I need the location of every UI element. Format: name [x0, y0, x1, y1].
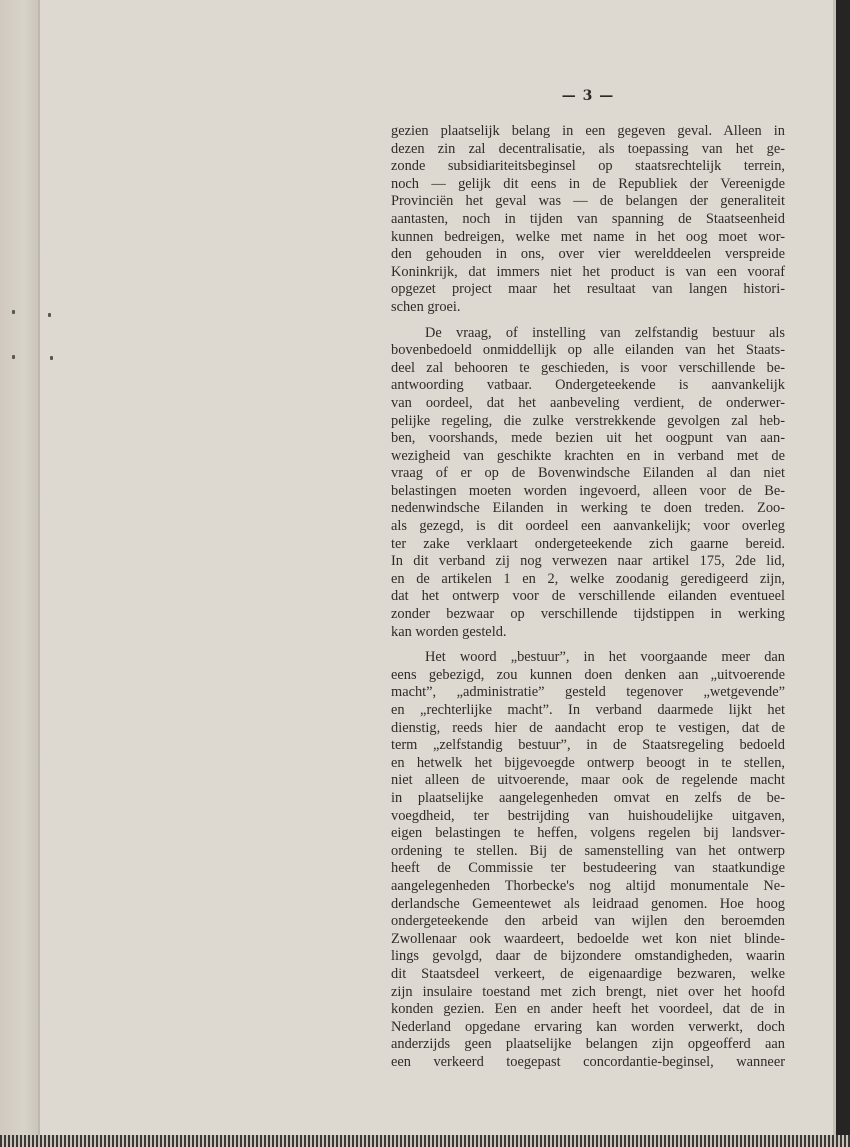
- text-line: in plaatselijke aangelegenheden omvat en zelfs de be-: [391, 789, 785, 806]
- binding-fold: [38, 0, 40, 1147]
- text-line: een verkeerd toegepast concordantie-beginsel, wanneer: [391, 1053, 785, 1070]
- text-line: kan worden gesteld.: [391, 623, 507, 640]
- text-line: De vraag, of instelling van zelfstandig bestuur als: [425, 324, 785, 341]
- text-line: Nederland opgedane ervaring kan worden verwerkt, doch: [391, 1018, 785, 1035]
- text-line: wezigheid van geschikte krachten en in verband met de: [391, 447, 785, 464]
- text-line: dat het ontwerp voor de verschillende eilanden eventueel: [391, 588, 785, 605]
- text-line: anderzijds geen plaatselijke belangen zijn opgeofferd aan: [391, 1036, 785, 1053]
- text-line: Provinciën het geval was — de belangen der generaliteit: [391, 193, 785, 210]
- text-line: zonde subsidiariteitsbeginsel op staatsrechtelijk terrein,: [391, 158, 785, 175]
- text-line: en de artikelen 1 en 2, welke zoodanig geredigeerd zijn,: [391, 570, 785, 587]
- text-line: heeft de Commissie ter bestudeering van staatkundige: [391, 860, 785, 877]
- text-line: zijn insulaire toestand met zich brengt, niet over het hoofd: [391, 983, 785, 1000]
- text-line: In dit verband zij nog verwezen naar artikel 175, 2de lid,: [391, 553, 785, 570]
- paragraph-2: [391, 325, 785, 642]
- text-line: vraag of er op de Bovenwindsche Eilanden al dan niet: [391, 465, 785, 482]
- text-line: ondergeteekende den arbeid van wijlen den beroemden: [391, 913, 785, 930]
- text-line: derlandsche Gemeentewet als leidraad genomen. Hoe hoog: [391, 895, 785, 912]
- text-line: gezien plaatselijk belang in een gegeven geval. Alleen in: [391, 123, 785, 139]
- text-line: ben, voorshands, mede bezien uit het oogpunt van aan-: [391, 430, 785, 447]
- left-margin: [0, 0, 40, 1147]
- text-line: belastingen moeten worden ingevoerd, alleen voor de Be-: [391, 482, 785, 499]
- text-line: ter zake verklaart ondergeteekende zich gaarne bereid.: [391, 535, 785, 552]
- text-line: als gezegd, is dit oordeel een aanvankelijk; voor overleg: [391, 518, 785, 535]
- text-line: en „rechterlijke macht”. In verband daarmede lijkt het: [391, 702, 785, 718]
- text-line: zonder bezwaar op verschillende tijdstippen in werking: [391, 606, 785, 623]
- text-line: aangelegenheden Thorbecke's nog altijd monumentale Ne-: [391, 877, 785, 894]
- text-line: dienstig, reeds hier de aandacht erop te vestigen, dat de: [391, 719, 785, 736]
- paragraph-3: [391, 649, 785, 1071]
- text-line: lings gevolgd, daar de bijzondere omstandigheden, waarin: [391, 948, 785, 965]
- text-line: konden gezien. Een en ander heeft het voordeel, dat de in: [391, 1001, 785, 1018]
- text-line: noch — gelijk dit eens in de Republiek der Vereenigde: [391, 175, 785, 192]
- text-line: aantasten, noch in tijden van spanning de Staatseenheid: [391, 210, 785, 227]
- text-line: dezen zin zal decentralisatie, als toepassing van het ge-: [391, 140, 785, 157]
- text-line: pelijke regeling, die zulke verstrekkende gevolgen zal heb-: [391, 412, 785, 429]
- text-line: bovenbedoeld onmiddellijk op alle eilanden van het Staats-: [391, 342, 785, 359]
- text-line: antwoording vatbaar. Ondergeteekende is aanvankelijk: [391, 377, 785, 394]
- page-number: — 3 —: [561, 88, 615, 104]
- text-line: en hetwelk het bijgevoegde ontwerp beoogt in te stellen,: [391, 754, 785, 771]
- text-line: eens gebezigd, zou kunnen doen denken aan „uitvoerende: [391, 666, 785, 683]
- text-line: opgezet project maar het resultaat van langen histori-: [391, 281, 785, 298]
- text-line: niet alleen de uitvoerende, maar ook de regelende macht: [391, 772, 785, 789]
- text-line: Koninkrijk, dat immers niet het product is van een vooraf: [391, 263, 785, 280]
- text-line: Het woord „bestuur”, in het voorgaande meer dan: [425, 649, 785, 666]
- text-line: ordening te stellen. Bij de samenstelling van het ontwerp: [391, 842, 785, 859]
- text-line: term „zelfstandig bestuur”, in de Staatsregeling bedoeld: [391, 737, 785, 754]
- scanner-background-right: [836, 0, 850, 1147]
- text-line: den gehouden in ons, over vier werelddeelen verspreide: [391, 246, 785, 263]
- text-line: van oordeel, dat het aanbeveling verdient, de onderwer-: [391, 394, 785, 411]
- text-line: voegdheid, ter bestrijding van huishoudelijke uitgaven,: [391, 807, 785, 824]
- text-line: nedenwindsche Eilanden in werking te doen treden. Zoo-: [391, 500, 785, 517]
- text-line: kunnen bedreigen, welke met name in het oog moet wor-: [391, 228, 785, 245]
- punch-mark: [48, 313, 51, 317]
- text-line: macht”, „administratie” gesteld tegenover „wetgevende”: [391, 684, 785, 701]
- text-line: Zwollenaar ook waardeert, bedoelde wet kon niet blinde-: [391, 930, 785, 947]
- text-line: dit Staatsdeel verkeert, de eigenaardige bezwaren, welke: [391, 965, 785, 982]
- punch-mark: [12, 310, 15, 314]
- scanner-background-bottom: [0, 1135, 850, 1147]
- text-line: deel zal behooren te geschieden, is voor verschillende be-: [391, 359, 785, 376]
- text-line: schen groei.: [391, 298, 461, 315]
- paragraph-1: [391, 123, 785, 317]
- body-text: [391, 123, 785, 1079]
- punch-mark: [50, 356, 53, 360]
- punch-mark: [12, 355, 15, 359]
- text-line: eigen belastingen te heffen, volgens regelen bij landsver-: [391, 825, 785, 842]
